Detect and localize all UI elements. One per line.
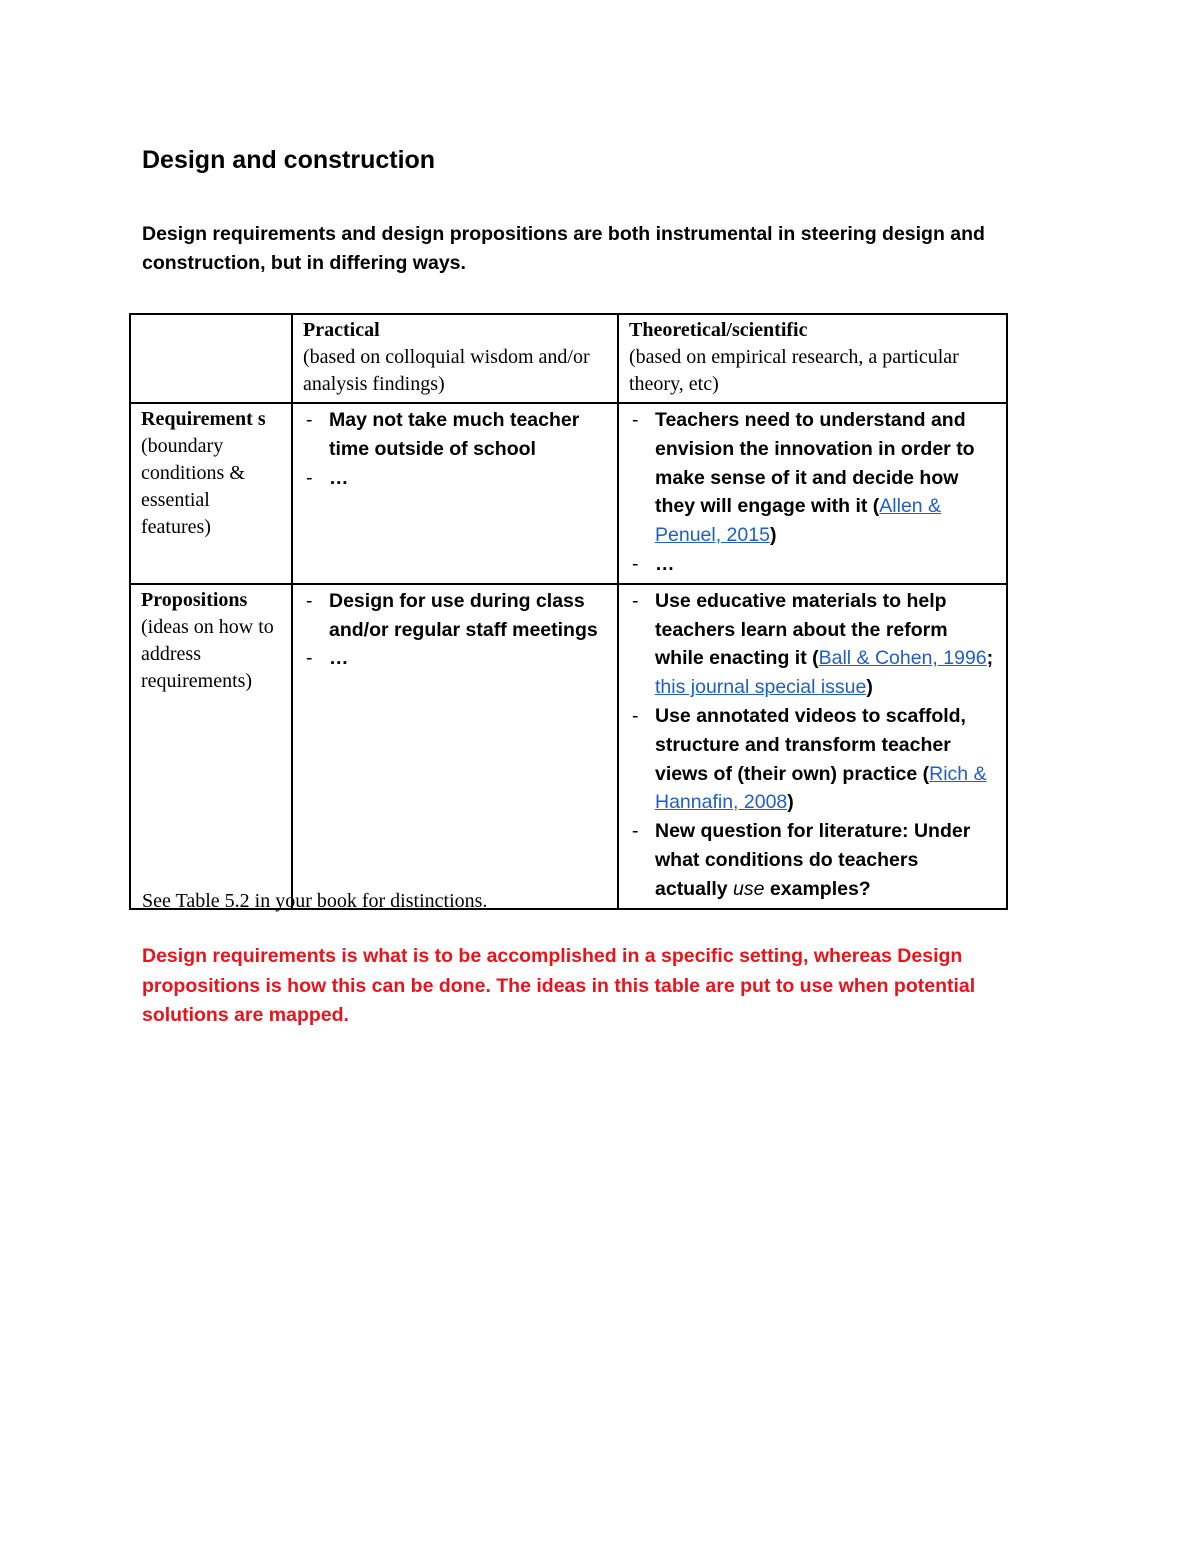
citation-link-special-issue[interactable]: this journal special issue [655,676,867,699]
requirements-theoretical-cell [618,403,1007,584]
citation-link-rich-hannafin[interactable]: Rich & Hannafin, 2008 [655,762,987,814]
list-item: - New question for literature: Under what conditions do teachers actually use examples? [632,820,971,900]
propositions-label-rest: (ideas on how to address requirements) [141,615,274,692]
theoretical-header-subtitle: (based on empirical research, a particular theory, etc) [629,346,959,395]
table-header-row [130,314,1007,403]
list-item: - Teachers need to understand and envision the innovation in order to make sense of it and decide how they will engage with it (Allen & Penuel, 2015) [632,409,975,547]
page-title: Design and construction [142,146,436,174]
citation-link-allen-penuel[interactable]: Allen & Penuel, 2015 [655,495,942,547]
practical-header-subtitle: (based on colloquial wisdom and/or analysis findings) [303,346,590,395]
list-item: - May not take much teacher time outside of school [306,409,580,460]
theoretical-header-cell [618,314,1007,403]
list-item: - Use annotated videos to scaffold, structure and transform teacher views of (their own) practice (Rich & Hannafin, 2008) [632,704,987,814]
list-item: - … [306,466,349,489]
conclusion-paragraph: Design requirements is what is to be accomplished in a specific setting, whereas Design propositions is how this can be done. The ideas in this table are put to use when potential solutions are mapped. [142,945,976,1026]
propositions-row [130,584,1007,909]
propositions-practical-cell [292,584,618,909]
list-item: - Use educative materials to help teachers learn about the reform while enacting it (Ball & Cohen, 1996; this journal special issue) [632,589,994,699]
intro-paragraph: Design requirements and design propositions are both instrumental in steering design and construction, but in differing ways. [142,223,985,274]
requirements-label-rest: (boundary conditions & essential features) [141,435,245,538]
table-note: See Table 5.2 in your book for distinctions. [142,890,488,912]
requirements-label-cell [130,403,292,584]
propositions-label-cell [130,584,292,909]
propositions-label-bold: Propositions [141,588,248,611]
practical-header-title: Practical [303,319,380,341]
propositions-theoretical-cell [618,584,1007,909]
practical-header-cell [292,314,618,403]
empty-corner-cell [130,314,292,403]
citation-link-ball-cohen[interactable]: Ball & Cohen, 1996 [818,647,987,670]
list-item: - … [306,647,349,670]
list-item: - Design for use during class and/or regular staff meetings [306,589,598,641]
list-item: - … [632,552,675,575]
requirements-practical-cell [292,403,618,584]
requirements-row [130,403,1007,584]
design-table [129,313,1008,910]
requirements-label-bold: Requirement s [141,408,266,430]
theoretical-header-title: Theoretical/scientific [629,319,808,341]
